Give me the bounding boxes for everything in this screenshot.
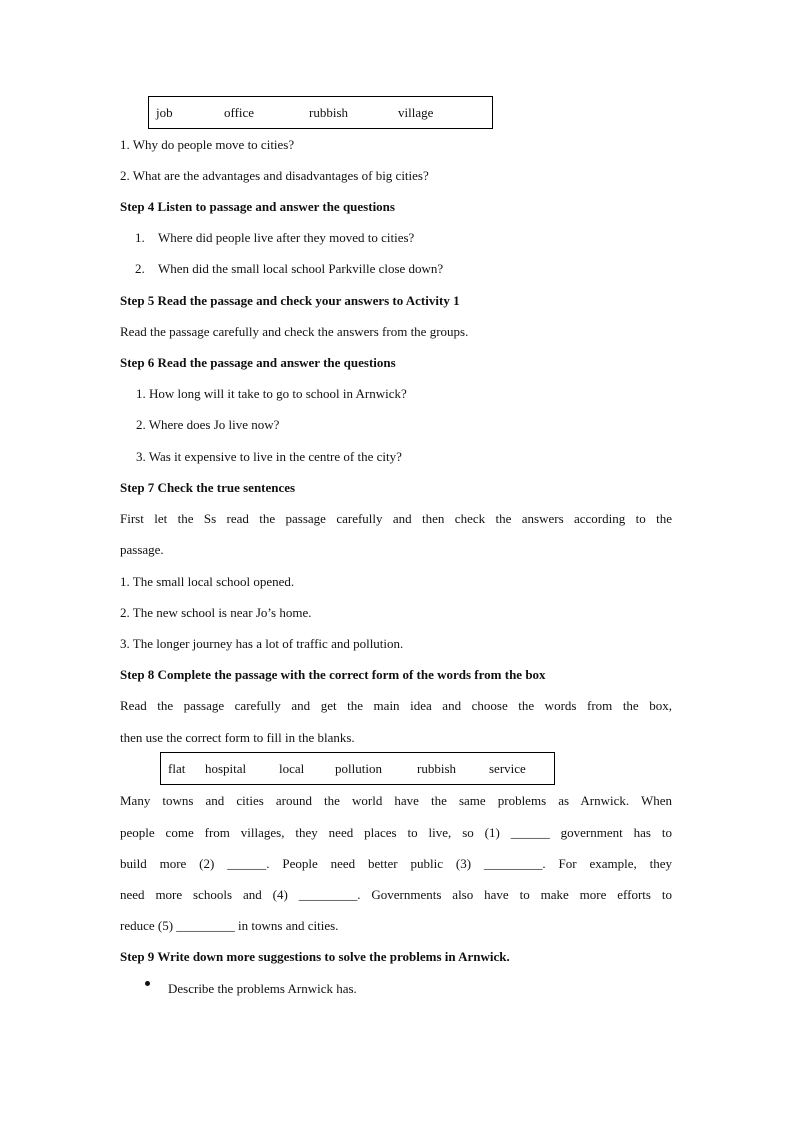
step8-intro: Read the passage carefully and get the main idea and choose the words from the box, (120, 698, 672, 713)
box-word: flat (168, 761, 186, 776)
step5-text: Read the passage carefully and check the answers from the groups. (120, 324, 469, 339)
question-line: 3. Was it expensive to live in the centre of the city? (136, 449, 402, 464)
step7-heading: Step 7 Check the true sentences (120, 480, 296, 495)
word-box-top (148, 96, 493, 129)
passage-line: build more (2) ______. People need better public (3) _________. For example, they (120, 856, 672, 871)
step8-intro-end: then use the correct form to fill in the blanks. (120, 730, 355, 745)
question-line: 2. Where does Jo live now? (136, 417, 280, 432)
question-number: 1. (135, 230, 145, 245)
question-line: When did the small local school Parkville close down? (158, 261, 444, 276)
bullet-icon (145, 981, 150, 986)
question-line: 1. Why do people move to cities? (120, 137, 295, 152)
question-line: Where did people live after they moved to cities? (158, 230, 415, 245)
passage-line: Many towns and cities around the world have the same problems as Arnwick. When (120, 793, 672, 808)
box-word: village (398, 105, 434, 120)
question-line: 1. How long will it take to go to school in Arnwick? (136, 386, 407, 401)
sentence-line: 1. The small local school opened. (120, 574, 295, 589)
box-word: local (279, 761, 305, 776)
step7-intro: First let the Ss read the passage carefully and then check the answers according to the (120, 511, 672, 526)
sentence-line: 2. The new school is near Jo’s home. (120, 605, 312, 620)
question-line: 2. What are the advantages and disadvantages of big cities? (120, 168, 429, 183)
step4-heading: Step 4 Listen to passage and answer the questions (120, 199, 395, 214)
box-word: hospital (205, 761, 247, 776)
passage-line: need more schools and (4) _________. Governments also have to make more efforts to (120, 887, 672, 902)
step7-intro-end: passage. (120, 542, 164, 557)
step6-heading: Step 6 Read the passage and answer the questions (120, 355, 396, 370)
box-word: rubbish (309, 105, 348, 120)
box-word: office (224, 105, 255, 120)
bullet-text: Describe the problems Arnwick has. (168, 981, 357, 996)
step5-heading: Step 5 Read the passage and check your answers to Activity 1 (120, 293, 460, 308)
passage-line: people come from villages, they need places to live, so (1) ______ government has to (120, 825, 672, 840)
passage-line: reduce (5) _________ in towns and cities. (120, 918, 339, 933)
step9-heading: Step 9 Write down more suggestions to solve the problems in Arnwick. (120, 949, 510, 964)
box-word: pollution (335, 761, 382, 776)
step8-heading: Step 8 Complete the passage with the correct form of the words from the box (120, 667, 546, 682)
box-word: rubbish (417, 761, 456, 776)
sentence-line: 3. The longer journey has a lot of traffic and pollution. (120, 636, 404, 651)
word-box-step8 (160, 752, 555, 785)
box-word: job (156, 105, 173, 120)
question-number: 2. (135, 261, 145, 276)
box-word: service (489, 761, 526, 776)
